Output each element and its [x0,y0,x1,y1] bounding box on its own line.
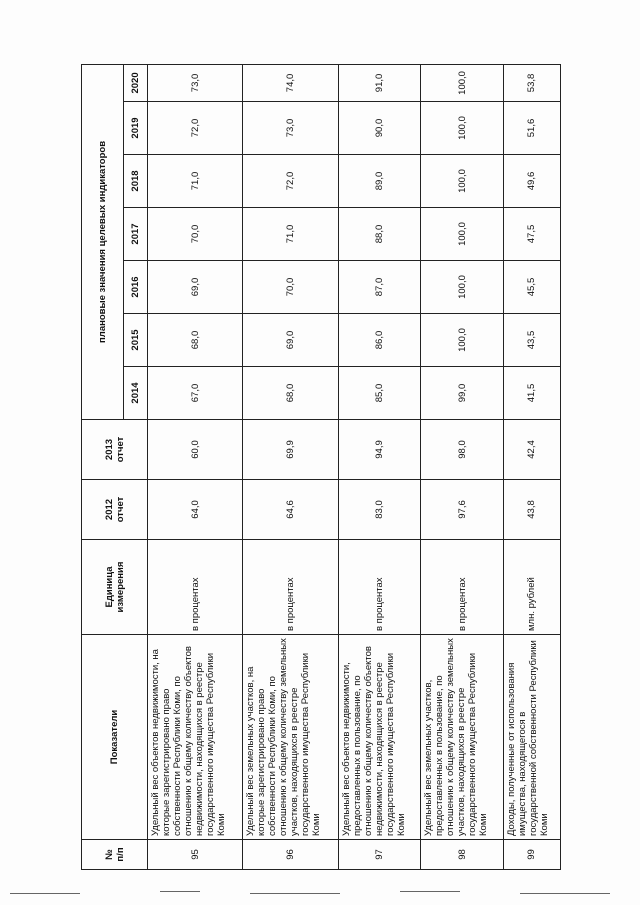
row-plan-value: 47,5 [503,208,560,261]
row-plan-value: 87,0 [338,261,421,314]
row-plan-value: 100,0 [421,64,504,101]
row-plan-value: 100,0 [421,102,504,155]
header-2012: 2012 отчет [82,480,148,540]
row-plan-value: 100,0 [421,208,504,261]
row-plan-value: 100,0 [421,261,504,314]
table-row [421,64,504,869]
target-indicators-table [81,64,561,870]
row-plan-value: 85,0 [338,367,421,420]
row-plan-value: 73,0 [148,64,243,101]
scan-mark [400,891,460,892]
row-plan-value: 72,0 [148,102,243,155]
header-year: 2014 [124,367,148,420]
row-unit: млн. рублей [503,540,560,635]
row-plan-value: 100,0 [421,155,504,208]
row-plan-value: 69,0 [243,314,338,367]
scan-mark [10,893,80,894]
header-2013: 2013 отчет [82,420,148,480]
row-indicator: Удельный вес объектов недвижимости, предоставленных в пользование, по отношению к общему количеству объектов недвижимости, находящихся в реестре государственного имущества Республики Коми [338,635,421,840]
row-indicator: Удельный вес земельных участков, на которые зарегистрировано право собственности Республики Коми, по отношению к общему количеству земельных участков, находящихся в реестре государственного имущества Республики Коми [243,635,338,840]
row-value-2013: 98,0 [421,420,504,480]
row-value-2012: 97,6 [421,480,504,540]
row-plan-value: 91,0 [338,64,421,101]
row-plan-value: 90,0 [338,102,421,155]
row-plan-value: 88,0 [338,208,421,261]
header-unit: Единица измерения [82,540,148,635]
table-row [503,64,560,869]
row-plan-value: 49,6 [503,155,560,208]
row-plan-value: 70,0 [243,261,338,314]
scan-mark [520,893,610,894]
header-indicator: Показатели [82,635,148,840]
row-plan-value: 70,0 [148,208,243,261]
row-plan-value: 74,0 [243,64,338,101]
table-row [148,64,243,869]
row-plan-value: 68,0 [148,314,243,367]
header-year: 2016 [124,261,148,314]
row-plan-value: 89,0 [338,155,421,208]
table-row [338,64,421,869]
header-num: № п/п [82,840,148,870]
row-plan-value: 100,0 [421,314,504,367]
scan-mark [160,891,200,892]
row-unit: в процентах [421,540,504,635]
header-planned: плановые значения целевых индикаторов [82,64,124,419]
row-value-2012: 43,8 [503,480,560,540]
row-plan-value: 51,6 [503,102,560,155]
row-plan-value: 53,8 [503,64,560,101]
header-year: 2017 [124,208,148,261]
row-plan-value: 71,0 [148,155,243,208]
row-number: 96 [243,840,338,870]
row-number: 99 [503,840,560,870]
row-plan-value: 67,0 [148,367,243,420]
row-unit: в процентах [148,540,243,635]
header-year: 2018 [124,155,148,208]
row-plan-value: 86,0 [338,314,421,367]
row-plan-value: 68,0 [243,367,338,420]
header-year: 2019 [124,102,148,155]
row-indicator: Доходы, полученные от использования имущества, находящегося в государственной собственности Республики Коми [503,635,560,840]
row-value-2013: 60,0 [148,420,243,480]
row-plan-value: 99,0 [421,367,504,420]
row-value-2012: 64,6 [243,480,338,540]
row-plan-value: 41,5 [503,367,560,420]
row-plan-value: 71,0 [243,208,338,261]
row-value-2013: 42,4 [503,420,560,480]
header-year: 2020 [124,64,148,101]
row-plan-value: 69,0 [148,261,243,314]
row-indicator: Удельный вес объектов недвижимости, на которые зарегистрировано право собственности Республики Коми, по отношению к общему количеству объектов недвижимости, находящихся в реестре государственного имущества Республики Коми [148,635,243,840]
row-plan-value: 72,0 [243,155,338,208]
row-number: 97 [338,840,421,870]
row-value-2013: 69,9 [243,420,338,480]
row-number: 98 [421,840,504,870]
header-year: 2015 [124,314,148,367]
table-row [243,64,338,869]
rotated-table-container [81,65,561,870]
row-value-2013: 94,9 [338,420,421,480]
row-indicator: Удельный вес земельных участков, предоставленных в пользование, по отношению к общему количеству земельных участков, находящихся в реестре государственного имущества Республики Коми [421,635,504,840]
row-plan-value: 45,5 [503,261,560,314]
row-unit: в процентах [338,540,421,635]
row-number: 95 [148,840,243,870]
row-value-2012: 64,0 [148,480,243,540]
row-plan-value: 43,5 [503,314,560,367]
row-plan-value: 73,0 [243,102,338,155]
row-unit: в процентах [243,540,338,635]
scan-mark [250,893,340,894]
row-value-2012: 83,0 [338,480,421,540]
